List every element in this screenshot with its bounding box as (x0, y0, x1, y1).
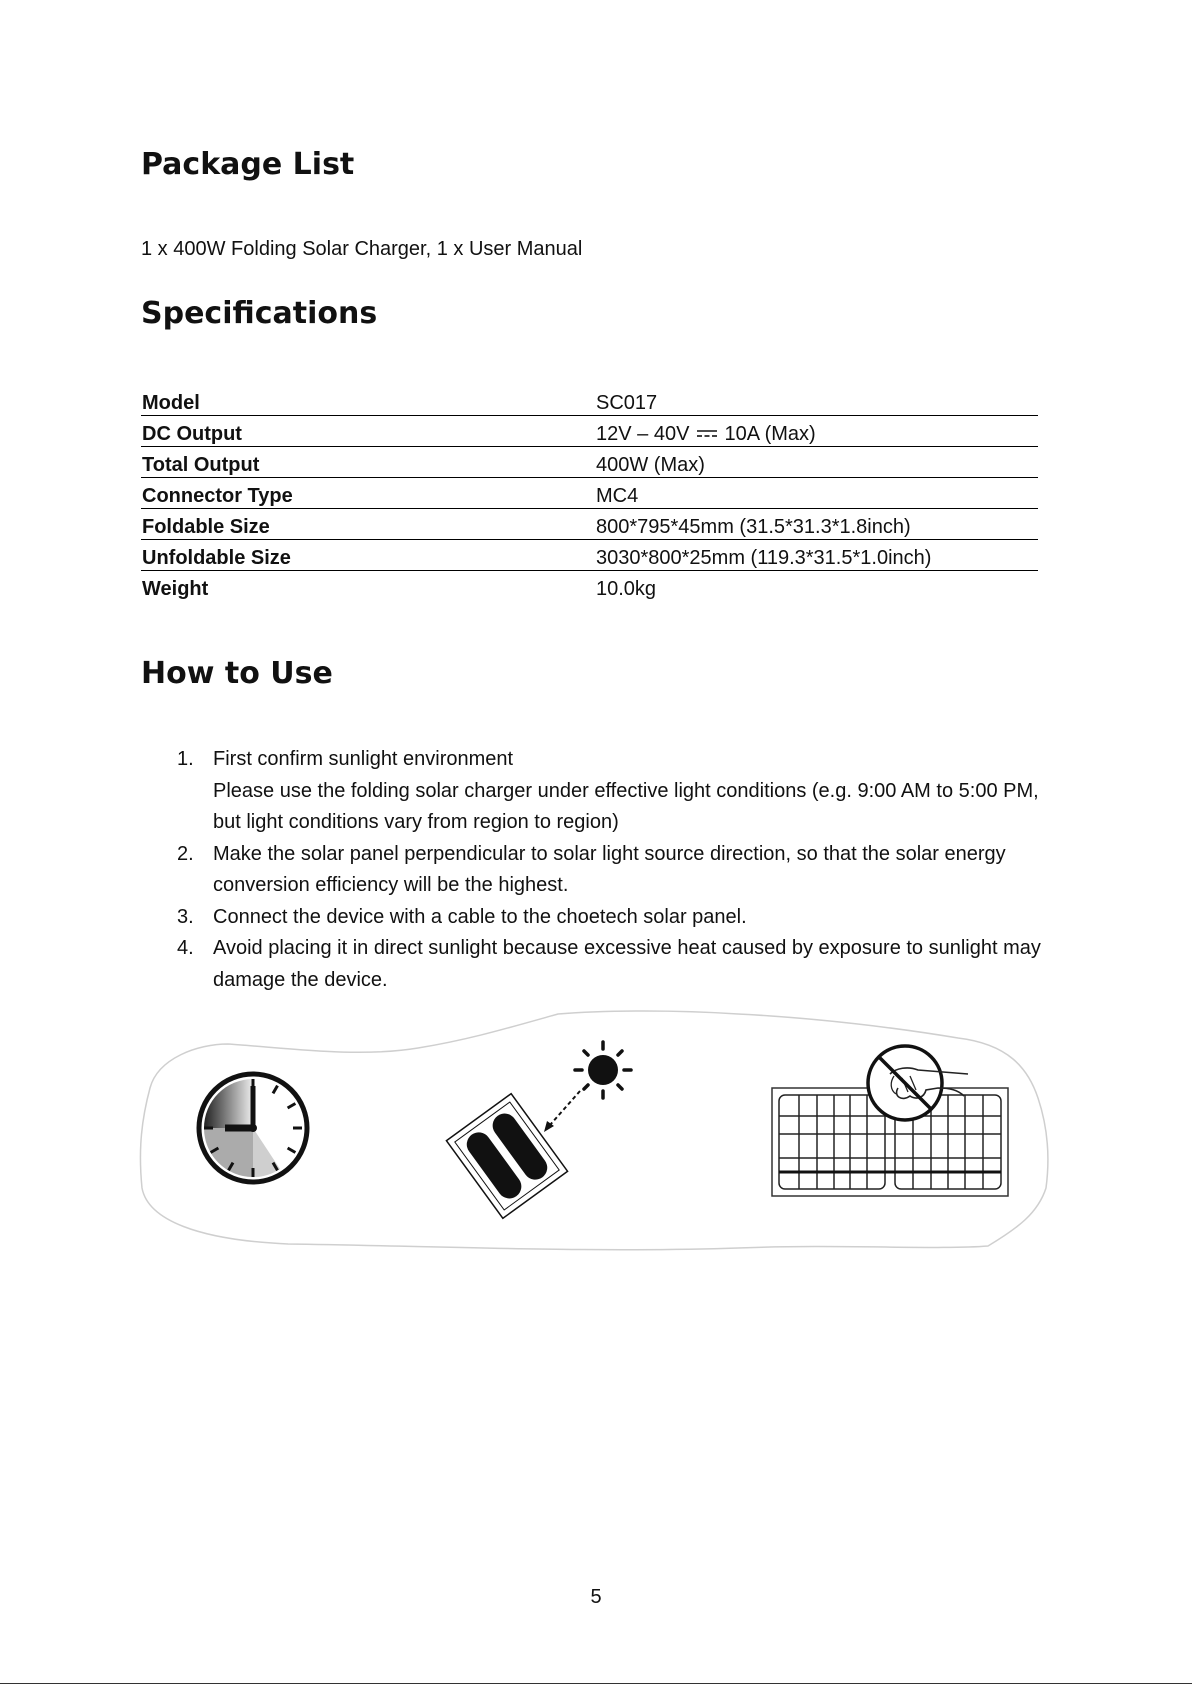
step-title: Connect the device with a cable to the choetech solar panel. (213, 905, 747, 928)
step-number: 4. (177, 937, 194, 959)
spec-label: Total Output (142, 454, 260, 476)
dc-symbol-icon (697, 428, 717, 438)
specifications-table (141, 385, 1038, 601)
package-contents: 1 x 400W Folding Solar Charger, 1 x User Manual (141, 238, 583, 260)
list-item (141, 839, 1041, 902)
step-title: Avoid placing it in direct sunlight because excessive heat caused by exposure to sunlight may damage the device. (213, 937, 1041, 991)
spec-label: Model (142, 392, 200, 414)
step-title: First confirm sunlight environment (213, 748, 514, 770)
list-item (141, 744, 1041, 839)
spec-label: Weight (142, 578, 209, 600)
spec-value: MC4 (596, 485, 639, 507)
table-row (141, 540, 1038, 571)
spec-value: 3030*800*25mm (119.3*31.5*1.0inch) (596, 547, 932, 569)
table-row (141, 571, 1038, 602)
table-row (141, 478, 1038, 509)
step-detail: Please use the folding solar charger under effective light conditions (e.g. 9:00 AM to 5:00 PM, but light conditions vary from region to region) (213, 779, 1039, 833)
list-item (141, 902, 1041, 934)
step-number: 1. (177, 748, 194, 770)
specifications-heading: Specifications (141, 296, 378, 331)
step-number: 2. (177, 842, 194, 865)
table-row (141, 385, 1038, 416)
sun-panel-icon (446, 1042, 631, 1218)
spec-value: 10.0kg (596, 578, 657, 600)
spec-value: 800*795*45mm (31.5*31.3*1.8inch) (596, 516, 911, 538)
how-to-use-heading: How to Use (141, 656, 333, 691)
spec-value: SC017 (596, 392, 658, 414)
spec-value: 400W (Max) (596, 454, 705, 476)
page-bottom-rule (0, 1683, 1192, 1684)
dc-voltage-range: 12V – 40V (596, 423, 690, 445)
no-touch-panel-icon (772, 1046, 1008, 1196)
list-item (141, 933, 1041, 996)
table-row (141, 509, 1038, 540)
spec-label: Foldable Size (142, 516, 270, 538)
spec-value (596, 416, 1038, 447)
usage-illustration (138, 1008, 1053, 1253)
spec-label: Unfoldable Size (142, 547, 291, 569)
table-row (141, 447, 1038, 478)
usage-steps (141, 744, 1041, 996)
clock-icon (199, 1074, 307, 1182)
package-list-heading: Package List (141, 147, 355, 182)
spec-label: Connector Type (142, 485, 293, 507)
spec-label: DC Output (142, 423, 242, 445)
step-number: 3. (177, 905, 194, 928)
step-title: Make the solar panel perpendicular to solar light source direction, so that the solar energy conversion efficiency will be the highest. (213, 842, 1006, 896)
table-row (141, 416, 1038, 447)
page-number: 5 (590, 1586, 602, 1608)
dc-current: 10A (Max) (724, 423, 816, 445)
